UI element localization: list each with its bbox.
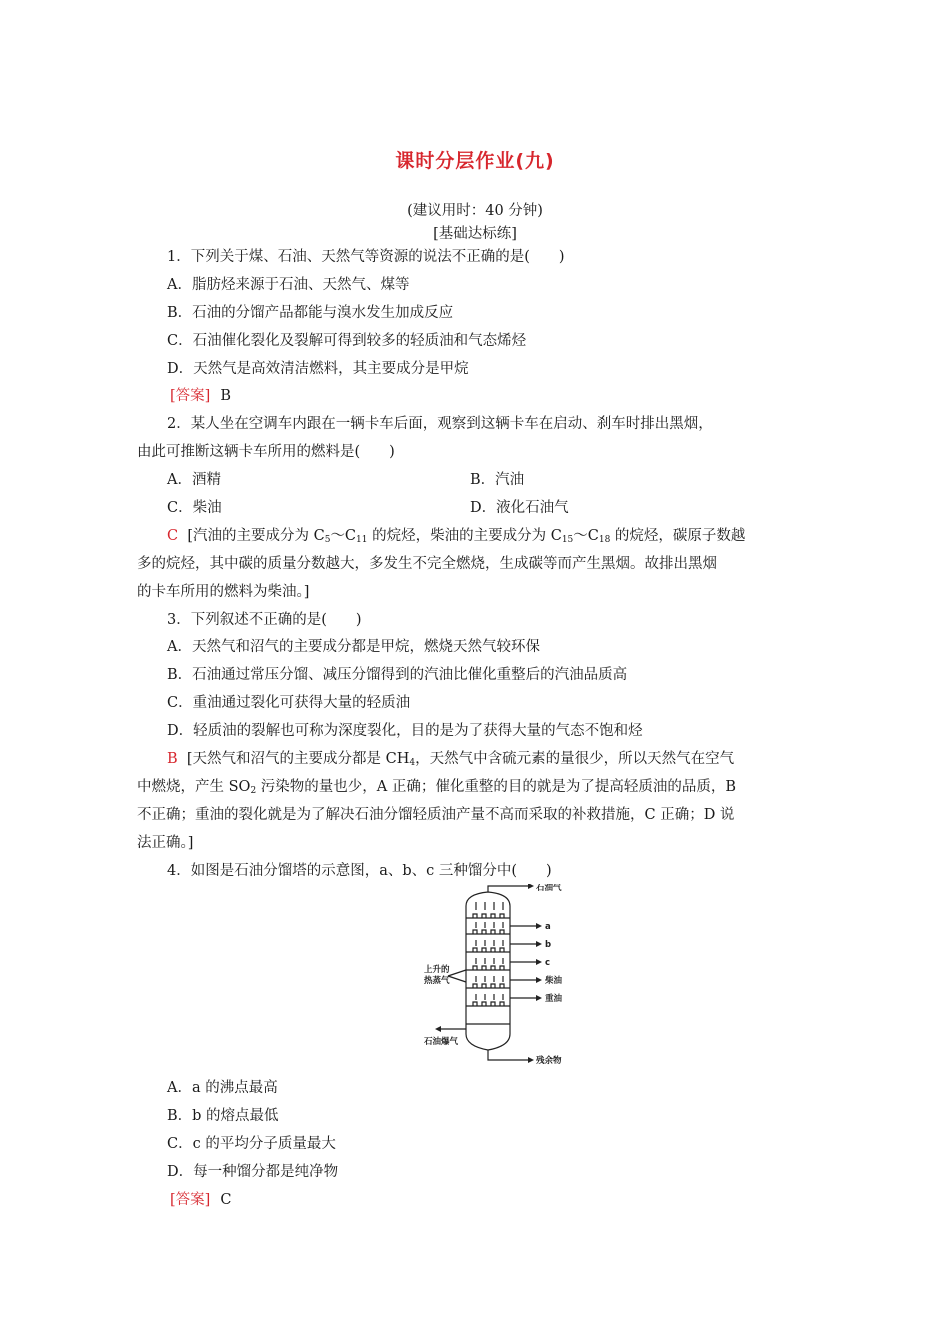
q3-explanation-line3: 不正确；重油的裂化就是为了解决石油分馏轻质油产量不高而采取的补救措施，C 正确；D 说 [137, 807, 735, 823]
q2-exp-text: 的烷烃，柴油的主要成分为 C [367, 528, 562, 544]
q3-answer-value: B [167, 751, 178, 767]
q3-explanation-line1 [167, 749, 734, 769]
q1-answer [170, 386, 231, 406]
q2-stem-line1: 2．某人坐在空调车内跟在一辆卡车后面，观察到这辆卡车在启动、刹车时排出黑烟， [167, 416, 713, 432]
fig-label-petroleum-gas: 石油气 [536, 884, 562, 893]
q2-stem-line2: 由此可推断这辆卡车所用的燃料是( ) [137, 444, 395, 460]
q4-stem: 4．如图是石油分馏塔的示意图，a、b、c 三种馏分中( ) [167, 863, 552, 879]
fig-label-rising-vapor-2: 热蒸气 [424, 976, 450, 986]
q2-exp-sub: 18 [598, 535, 611, 545]
q3-exp-text: ，天然气中含硫元素的量很少，所以天然气在空气 [415, 751, 735, 767]
q2-explanation-line2: 多的烷烃，其中碳的质量分数越大，多发生不完全燃烧，生成碳等而产生黑烟。故排出黑烟 [137, 556, 717, 572]
q3-stem: 3．下列叙述不正确的是( ) [167, 612, 362, 628]
q3-exp-text: 中燃烧，产生 SO [137, 779, 251, 795]
fig-label-b: b [545, 940, 552, 950]
q3-exp-text: [天然气和沼气的主要成分都是 CH [186, 751, 410, 767]
fig-label-rising-vapor-1: 上升的 [424, 965, 450, 975]
fig-label-diesel: 柴油 [545, 976, 563, 986]
q2-exp-text: ～C [330, 528, 357, 544]
q2-exp-sub: 15 [561, 535, 574, 545]
q3-exp-sub: 4 [409, 758, 416, 768]
q1-stem: 1．下列关于煤、石油、天然气等资源的说法不正确的是( ) [167, 249, 565, 265]
q1-option-c: C．石油催化裂化及裂解可得到较多的轻质油和气态烯烃 [167, 333, 527, 349]
q2-option-a: A．酒精 [167, 472, 221, 488]
page-title: 课时分层作业(九) [395, 150, 555, 172]
q3-option-c: C．重油通过裂化可获得大量的轻质油 [167, 695, 411, 711]
q3-exp-sub: 2 [250, 786, 257, 796]
q1-option-b: B．石油的分馏产品都能与溴水发生加成反应 [167, 305, 454, 321]
q2-exp-sub: 5 [324, 535, 331, 545]
q2-explanation-line1 [167, 526, 745, 546]
q2-exp-text: ～C [573, 528, 599, 544]
fig-label-heavy-oil: 重油 [545, 994, 563, 1004]
q2-exp-text: 的烷烃，碳原子数越 [610, 528, 746, 544]
q3-exp-text: 污染物的量也少，A 正确；催化重整的目的就是为了提高轻质油的品质，B [256, 779, 737, 795]
q3-option-b: B．石油通过常压分馏、减压分馏得到的汽油比催化重整后的汽油品质高 [167, 667, 628, 683]
q2-exp-sub: 11 [356, 535, 368, 545]
q4-option-b: B．b 的熔点最低 [167, 1108, 279, 1124]
fig-label-residue: 残余物 [536, 1056, 562, 1066]
fig-label-feed: 石油爆气 [424, 1037, 459, 1047]
q4-option-d: D．每一种馏分都是纯净物 [167, 1164, 339, 1180]
q3-explanation-line2 [137, 777, 736, 797]
q4-option-a: A．a 的沸点最高 [167, 1080, 278, 1096]
suggested-time: (建议用时：40 分钟) [407, 203, 543, 219]
distillation-tower-figure [418, 884, 596, 1070]
q4-answer-value: C [220, 1192, 232, 1208]
q3-option-d: D．轻质油的裂解也可称为深度裂化，目的是为了获得大量的气态不饱和烃 [167, 723, 643, 739]
q1-option-d: D．天然气是高效清洁燃料，其主要成分是甲烷 [167, 361, 469, 377]
q2-answer-value: C [167, 528, 179, 544]
section-heading: [基础达标练] [433, 226, 517, 242]
q2-option-b: B．汽油 [470, 472, 525, 488]
q1-option-a: A．脂肪烃来源于石油、天然气、煤等 [167, 277, 410, 293]
q3-option-a: A．天然气和沼气的主要成分都是甲烷，燃烧天然气较环保 [167, 639, 540, 655]
q4-answer [170, 1190, 231, 1210]
answer-tag: [答案] [170, 388, 211, 404]
fig-label-a: a [545, 922, 551, 932]
q2-option-c: C．柴油 [167, 500, 222, 516]
fig-label-c: c [545, 958, 551, 968]
q1-answer-value: B [220, 388, 231, 404]
q3-explanation-line4: 法正确。] [137, 835, 194, 851]
answer-tag: [答案] [170, 1192, 211, 1208]
q2-exp-text: [汽油的主要成分为 C [187, 528, 325, 544]
q2-explanation-line3: 的卡车所用的燃料为柴油。] [137, 584, 310, 600]
q2-option-d: D．液化石油气 [470, 500, 569, 516]
q4-option-c: C．c 的平均分子质量最大 [167, 1136, 336, 1152]
